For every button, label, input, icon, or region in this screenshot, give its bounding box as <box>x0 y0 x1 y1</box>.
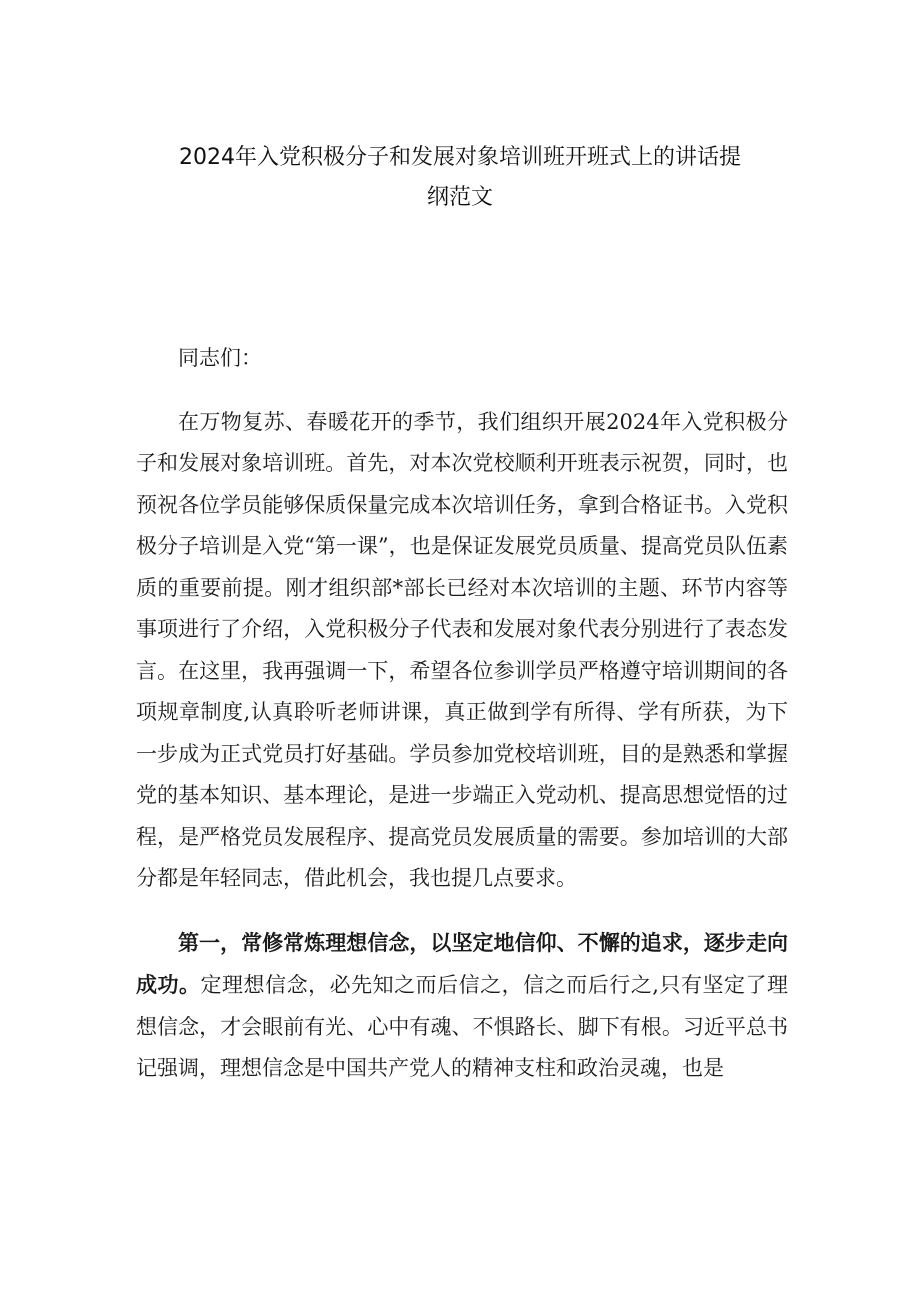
paragraph-2 <box>136 922 788 1090</box>
paragraph-2-body: 定理想信念，必先知之而后信之，信之而后行之,只有坚定了理想信念，才会眼前有光、心中有魂、不惧路长、脚下有根。习近平总书记强调，理想信念是中国共产党人的精神支柱和政治灵魂，也是 <box>136 973 788 1080</box>
salutation: 同志们： <box>178 346 262 370</box>
document-body <box>136 338 788 1090</box>
title-line-1: 2024年入党积极分子和发展对象培训班开班式上的讲话提 <box>179 145 741 170</box>
paragraph-2-heading: 第一，常修常炼理想信念，以坚定地信仰、不懈的追求，逐步走向成功。 <box>136 929 788 997</box>
paragraph-1: 在万物复苏、春暖花开的季节，我们组织开展2024年入党积极分子和发展对象培训班。首先，对本次党校顺利开班表示祝贺，同时，也预祝各位学员能够保质保量完成本次培训任务，拿到合格证书。入党积极分子培训是入党“第一课”，也是保证发展党员质量、提高党员队伍素质的重要前提。刚才组织部*部长已经对本次培训的主题、环节内容等事项进行了介绍，入党积极分子代表和发展对象代表分别进行了表态发言。在这里，我再强调一下，希望各位参训学员严格遵守培训期间的各项规章制度,认真聆听老师讲课，真正做到学有所得、学有所获，为下一步成为正式党员打好基础。学员参加党校培训班，目的是熟悉和掌握党的基本知识、基本理论，是进一步端正入党动机、提高思想觉悟的过程，是严格党员发展程序、提高党员发展质量的需要。参加培训的大部分都是年轻同志，借此机会，我也提几点要求。 <box>136 409 788 890</box>
title-line-2: 纲范文 <box>426 185 493 210</box>
document-title <box>130 138 790 218</box>
